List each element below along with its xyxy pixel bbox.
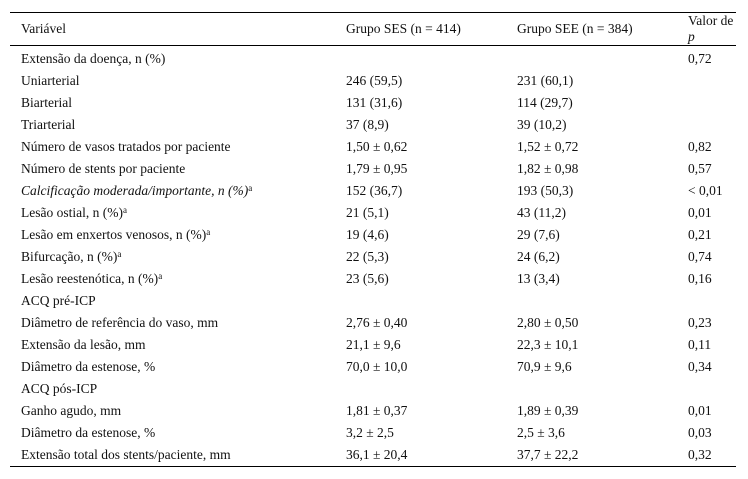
ses-value: 21,1 ± 9,6 xyxy=(346,337,401,352)
table-row xyxy=(10,356,736,378)
row-label-text: Biarterial xyxy=(21,95,72,110)
row-label-text: Extensão total dos stents/paciente, mm xyxy=(21,447,231,462)
row-label-text: Bifurcação, n (%) xyxy=(21,249,118,264)
see-value: 37,7 ± 22,2 xyxy=(517,447,579,462)
ses-value: 2,76 ± 0,40 xyxy=(346,315,408,330)
table-row xyxy=(10,158,736,180)
row-label-text: Triarterial xyxy=(21,117,76,132)
p-value: 0,16 xyxy=(688,271,712,286)
row-label-text: Diâmetro da estenose, % xyxy=(21,425,156,440)
ses-value: 1,81 ± 0,37 xyxy=(346,403,408,418)
p-value: 0,23 xyxy=(688,315,712,330)
row-label xyxy=(10,400,335,422)
row-label xyxy=(10,422,335,444)
footnote-marker: a xyxy=(206,227,211,237)
see-value: 193 (50,3) xyxy=(517,183,574,198)
row-label xyxy=(10,290,335,312)
see-value: 1,89 ± 0,39 xyxy=(517,403,579,418)
table-row xyxy=(10,92,736,114)
table-row xyxy=(10,422,736,444)
header-ses-group: Grupo SES (n = 414) xyxy=(346,21,461,36)
p-value: 0,34 xyxy=(688,359,712,374)
table-body xyxy=(10,46,736,467)
p-value: < 0,01 xyxy=(688,183,723,198)
row-label xyxy=(10,378,335,400)
table-row xyxy=(10,202,736,224)
table-row xyxy=(10,70,736,92)
row-label xyxy=(10,246,335,268)
ses-value: 37 (8,9) xyxy=(346,117,389,132)
row-label xyxy=(10,444,335,467)
header-p-symbol: p xyxy=(688,29,695,44)
row-label-text: Número de vasos tratados por paciente xyxy=(21,139,231,154)
ses-value: 70,0 ± 10,0 xyxy=(346,359,408,374)
row-label xyxy=(10,70,335,92)
p-value xyxy=(677,70,736,92)
see-value: 1,52 ± 0,72 xyxy=(517,139,579,154)
row-label xyxy=(10,334,335,356)
ses-value: 21 (5,1) xyxy=(346,205,389,220)
footnote-marker: a xyxy=(117,249,122,259)
see-value xyxy=(506,290,677,312)
ses-value: 246 (59,5) xyxy=(346,73,403,88)
row-label-text: Ganho agudo, mm xyxy=(21,403,122,418)
table-row xyxy=(10,136,736,158)
row-label xyxy=(10,114,335,136)
ses-value: 1,79 ± 0,95 xyxy=(346,161,408,176)
row-label xyxy=(10,180,335,202)
p-value: 0,57 xyxy=(688,161,712,176)
ses-value: 3,2 ± 2,5 xyxy=(346,425,394,440)
row-label xyxy=(10,224,335,246)
ses-value: 131 (31,6) xyxy=(346,95,403,110)
row-label-text: Lesão reestenótica, n (%) xyxy=(21,271,159,286)
see-value xyxy=(506,46,677,71)
ses-value xyxy=(335,46,506,71)
see-value: 2,80 ± 0,50 xyxy=(517,315,579,330)
see-value: 13 (3,4) xyxy=(517,271,560,286)
data-table xyxy=(10,12,736,467)
see-value: 114 (29,7) xyxy=(517,95,573,110)
row-label-text: Lesão em enxertos venosos, n (%) xyxy=(21,227,207,242)
p-value xyxy=(677,290,736,312)
row-label-text: ACQ pré-ICP xyxy=(21,293,96,308)
footnote-marker: a xyxy=(122,205,127,215)
row-label-text: Diâmetro da estenose, % xyxy=(21,359,156,374)
footnote-marker: a xyxy=(158,271,163,281)
footnote-marker: a xyxy=(248,183,253,193)
table-row xyxy=(10,444,736,467)
header-see-group: Grupo SEE (n = 384) xyxy=(517,21,633,36)
row-label-text: Lesão ostial, n (%) xyxy=(21,205,123,220)
see-value: 43 (11,2) xyxy=(517,205,566,220)
row-label-text: Extensão da lesão, mm xyxy=(21,337,146,352)
row-label-text: Extensão da doença, n (%) xyxy=(21,51,166,66)
row-label xyxy=(10,46,335,71)
ses-value: 23 (5,6) xyxy=(346,271,389,286)
see-value: 29 (7,6) xyxy=(517,227,560,242)
ses-value xyxy=(335,290,506,312)
see-value xyxy=(506,378,677,400)
table-row xyxy=(10,224,736,246)
table-row xyxy=(10,268,736,290)
row-label xyxy=(10,202,335,224)
see-value: 39 (10,2) xyxy=(517,117,567,132)
row-label-text: Uniarterial xyxy=(21,73,80,88)
row-label xyxy=(10,136,335,158)
see-value: 231 (60,1) xyxy=(517,73,574,88)
row-label xyxy=(10,92,335,114)
p-value: 0,01 xyxy=(688,403,712,418)
p-value: 0,21 xyxy=(688,227,712,242)
header-variable: Variável xyxy=(21,21,66,36)
see-value: 24 (6,2) xyxy=(517,249,560,264)
p-value xyxy=(677,114,736,136)
p-value: 0,03 xyxy=(688,425,712,440)
p-value: 0,32 xyxy=(688,447,712,462)
p-value: 0,74 xyxy=(688,249,712,264)
table-row xyxy=(10,180,736,202)
table-row xyxy=(10,400,736,422)
ses-value: 1,50 ± 0,62 xyxy=(346,139,408,154)
table-row xyxy=(10,378,736,400)
table-row xyxy=(10,46,736,71)
table-row xyxy=(10,290,736,312)
data-table-container xyxy=(10,12,736,467)
header-row xyxy=(10,13,736,46)
ses-value xyxy=(335,378,506,400)
table-row xyxy=(10,312,736,334)
ses-value: 22 (5,3) xyxy=(346,249,389,264)
see-value: 70,9 ± 9,6 xyxy=(517,359,572,374)
see-value: 1,82 ± 0,98 xyxy=(517,161,579,176)
header-p-prefix: Valor de xyxy=(688,13,734,28)
ses-value: 152 (36,7) xyxy=(346,183,403,198)
row-label-text: Diâmetro de referência do vaso, mm xyxy=(21,315,219,330)
p-value: 0,82 xyxy=(688,139,712,154)
p-value: 0,01 xyxy=(688,205,712,220)
table-row xyxy=(10,114,736,136)
p-value xyxy=(677,378,736,400)
table-row xyxy=(10,334,736,356)
table-row xyxy=(10,246,736,268)
row-label-text: Número de stents por paciente xyxy=(21,161,186,176)
row-label xyxy=(10,356,335,378)
header-p-value xyxy=(677,13,736,46)
row-label xyxy=(10,312,335,334)
row-label xyxy=(10,158,335,180)
see-value: 2,5 ± 3,6 xyxy=(517,425,565,440)
row-label-text: Calcificação moderada/importante, n (%) xyxy=(21,183,249,198)
p-value: 0,72 xyxy=(688,51,712,66)
p-value xyxy=(677,92,736,114)
row-label-text: ACQ pós-ICP xyxy=(21,381,98,396)
ses-value: 36,1 ± 20,4 xyxy=(346,447,408,462)
ses-value: 19 (4,6) xyxy=(346,227,389,242)
row-label xyxy=(10,268,335,290)
p-value: 0,11 xyxy=(688,337,712,352)
see-value: 22,3 ± 10,1 xyxy=(517,337,579,352)
